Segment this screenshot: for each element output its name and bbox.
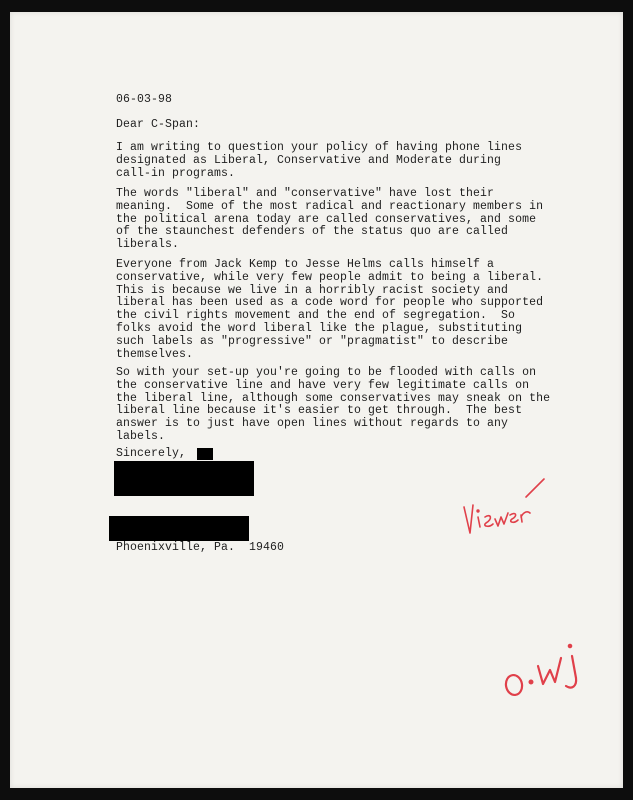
letter-page [10, 12, 623, 788]
paragraph-4: So with your set-up you're going to be flooded with calls on the conservative line and have very few legitimate calls on the liberal line, although some conservatives may sneak on the liberal line because it's easier to get through. The best answer is to just have open lines without regards to any labels. [116, 366, 551, 443]
letter-salutation: Dear C-Span: [116, 118, 201, 131]
paragraph-1: I am writing to question your policy of having phone lines designated as Liberal, Conservative and Moderate during call-in programs. [116, 141, 523, 180]
paragraph-3: Everyone from Jack Kemp to Jesse Helms calls himself a conservative, while very few people admit to being a liberal. This is because we live in a horribly racist society and liberal has been used as a code word for people who supported the civil rights movement and the end of segregation. So folks avoid the word liberal like the plague, substituting such labels as "progressive" or "pragmatist" to describe themselves. [116, 258, 544, 361]
redaction-box-small [197, 448, 213, 460]
redaction-box-address [109, 516, 249, 541]
handwritten-initials-note [498, 636, 598, 706]
letter-date: 06-03-98 [116, 93, 173, 106]
letter-city-line: Phoenixville, Pa. 19460 [116, 541, 285, 554]
paragraph-2: The words "liberal" and "conservative" have lost their meaning. Some of the most radical and reactionary members in the political arena today are called conservatives, and some of the staunchest defenders of the status quo are called liberals. [116, 187, 544, 252]
letter-closing: Sincerely, [116, 447, 187, 460]
handwritten-viewer-note [460, 467, 550, 542]
redaction-box-signature [114, 461, 254, 496]
